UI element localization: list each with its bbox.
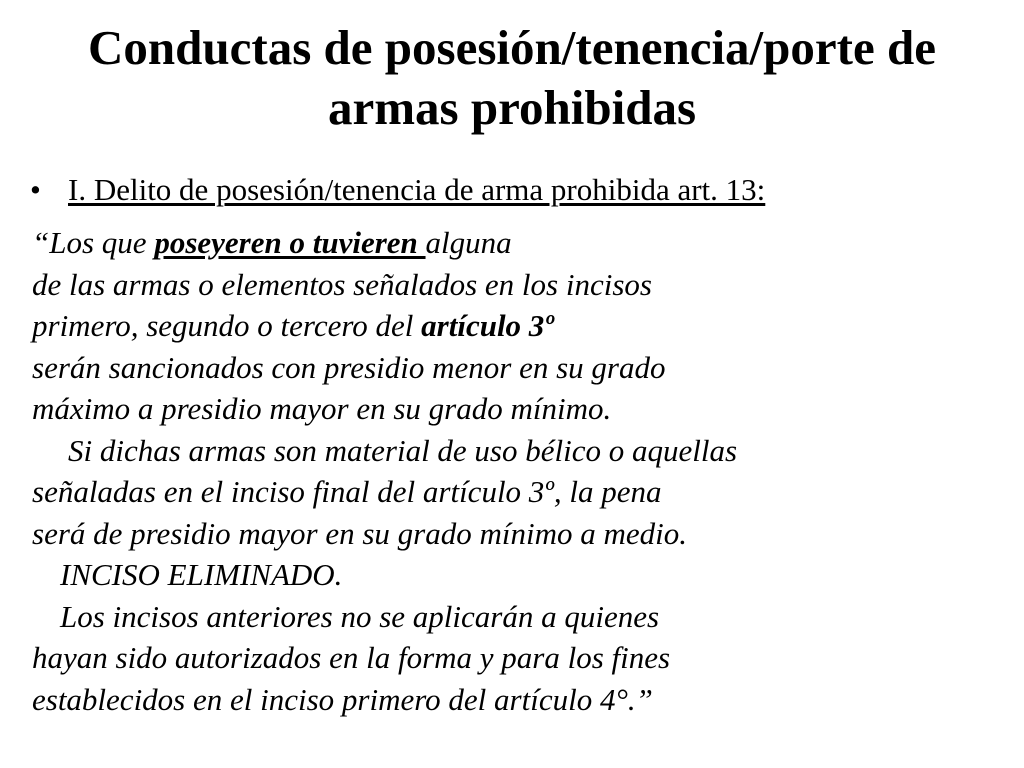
slide-title-line-1: Conductas de posesión/tenencia/porte de: [87, 20, 936, 75]
quote-line-12: establecidos en el inciso primero del artículo 4°.”: [32, 681, 653, 717]
slide-title: [0, 18, 1024, 138]
quote-line-9: INCISO ELIMINADO.: [60, 557, 343, 592]
quote-line-8: será de presidio mayor en su grado mínimo a medio.: [32, 515, 687, 551]
law-quote: [32, 222, 1012, 720]
quote-line-6: Si dichas armas son material de uso bélico o aquellas: [68, 432, 738, 468]
quote-line-1: [32, 222, 1012, 264]
quote-line-3-emphasis: artículo 3º: [421, 308, 554, 343]
quote-line-1-pre: “Los que: [32, 225, 155, 260]
quote-line-7: señaladas en el inciso final del artículo 3º, la pena: [32, 474, 662, 509]
quote-line-10: Los incisos anteriores no se aplicarán a quienes: [60, 598, 660, 634]
quote-line-3: [32, 305, 1012, 347]
bullet-item: [30, 170, 765, 210]
quote-line-11: hayan sido autorizados en la forma y para los fines: [32, 640, 671, 675]
bullet-text: I. Delito de posesión/tenencia de arma prohibida art. 13:: [68, 172, 766, 207]
quote-line-2: de las armas o elementos señalados en los incisos: [32, 266, 652, 302]
slide-title-line-2: armas prohibidas: [327, 80, 697, 135]
quote-line-3-pre: primero, segundo o tercero del: [32, 308, 422, 343]
quote-line-4: serán sancionados con presidio menor en su grado: [32, 349, 666, 385]
quote-line-1-post: alguna: [425, 225, 512, 260]
bullet-icon: •: [30, 172, 41, 207]
quote-line-5: máximo a presidio mayor en su grado mínimo.: [32, 391, 612, 426]
quote-line-1-emphasis: poseyeren o tuvieren: [154, 225, 426, 260]
